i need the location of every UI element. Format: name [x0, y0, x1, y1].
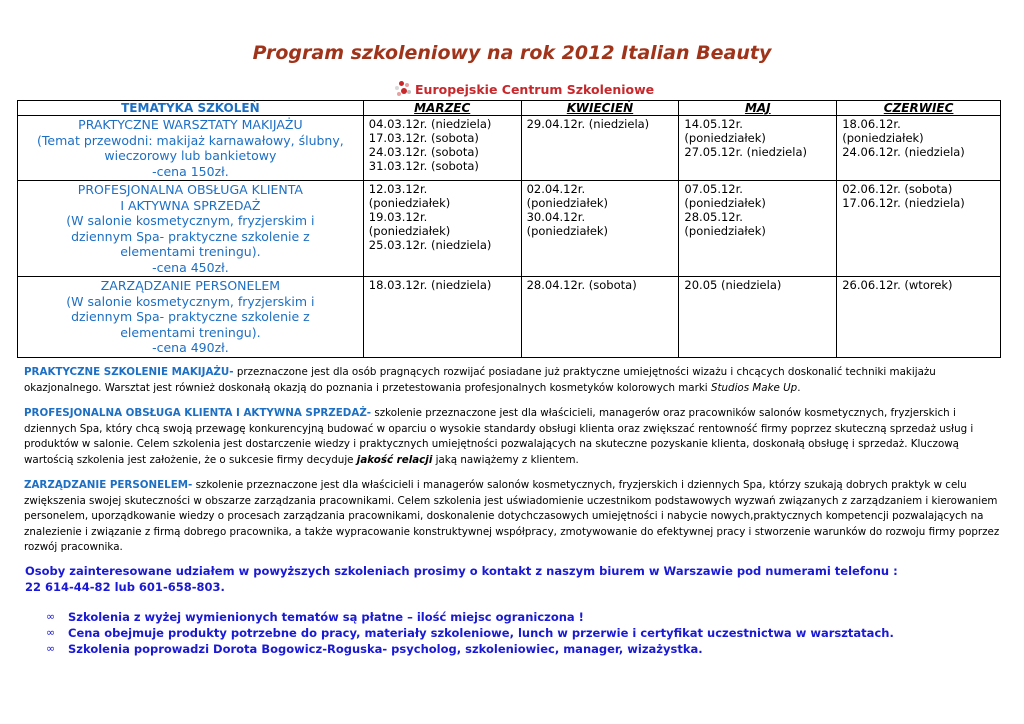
- date-entry: 25.03.12r. (niedziela): [368, 238, 492, 252]
- date-entry: (poniedziałek): [684, 131, 766, 145]
- description-text: szkolenie przeznaczone jest dla właścicieli i managerów salonów kosmetycznych, fryzjerskich i dziennych Spa, którzy szukają dobrych praktyk w celu zwiększenia swojej skuteczności w obszarze zarządzania pracownikami. Celem szkolenia jest uświadomienie uczestnikom podstawowych wyzwań związanych z zarządzaniem i kierowaniem personelem, uporządkowanie wiedzy o procesach zarządzania pracownikami, doskonalenie dotychczasowych umiejętności i nabycie nowych,praktycznych kompetencji pozwalających na znalezienie i związanie z firmą dobrego pracownika, a także wypracowanie konstruktywnej współpracy, zmotywowanie do efektywnej pracy i stworzenie warunków do rozwoju firmy poprzez rozwój pracownika.: [24, 479, 1000, 553]
- description-text: przeznaczone jest dla osób pragnących rozwijać posiadane już praktyczne umiejętności wizażu i chcących doskonalić techniki makijażu okazjonalnego. Warsztat jest również doskonałą okazją do poznania i przetestowania profesjonalnych kosmetyków kolorowych marki: [24, 366, 936, 394]
- description-lead: ZARZĄDZANIE PERSONELEM-: [24, 479, 193, 491]
- dates-cell-marzec: [363, 277, 521, 358]
- topic-line: -cena 490zł.: [152, 340, 229, 355]
- list-item-text: Szkolenia z wyżej wymienionych tematów są płatne – ilość miejsc ograniczona !: [68, 610, 584, 624]
- contact-info: [25, 563, 1005, 595]
- dates-cell-czerwiec: [837, 181, 1001, 277]
- list-item: [46, 641, 894, 657]
- date-entry: (poniedziałek): [842, 131, 924, 145]
- table-row: [18, 181, 1001, 277]
- topic-line: I AKTYWNA SPRZEDAŻ: [120, 197, 261, 213]
- list-item-text: Szkolenia poprowadzi Dorota Bogowicz-Roguska- psycholog, szkoleniowiec, manager, wizażystka.: [68, 642, 703, 656]
- date-entry: 18.06.12r.: [842, 117, 901, 131]
- topic-line: PRAKTYCZNE WARSZTATY MAKIJAŻU: [78, 117, 303, 132]
- topic-line: ZARZĄDZANIE PERSONELEM: [100, 278, 281, 293]
- topic-line: dziennym Spa- praktyczne szkolenie z: [71, 228, 310, 244]
- list-item-text: Cena obejmuje produkty potrzebne do pracy, materiały szkoleniowe, lunch w przerwie i certyfikat uczestnictwa w warsztatach.: [68, 626, 894, 640]
- description-obsluga-klienta: [24, 406, 1009, 468]
- descriptions-section: [24, 365, 1009, 566]
- date-entry: 18.03.12r. (niedziela): [368, 278, 492, 292]
- description-end: jaką nawiążemy z klientem.: [432, 453, 579, 466]
- description-lead: PROFESJONALNA OBSŁUGA KLIENTA I AKTYWNA SPRZEDAŻ-: [24, 407, 372, 419]
- emphasis-text: jakość relacji: [356, 453, 433, 466]
- brand-name: Studios Make Up: [710, 381, 798, 394]
- header-marzec: MARZEC: [363, 101, 521, 116]
- dates-cell-maj: [679, 277, 837, 358]
- topic-cell: [18, 277, 364, 358]
- bullet-icon: ∞: [46, 642, 56, 655]
- topic-line: elementami treningu).: [120, 244, 261, 259]
- dates-cell-kwiecien: [521, 277, 679, 358]
- table-header-row: [18, 101, 1001, 116]
- topic-line: (W salonie kosmetycznym, fryzjerskim i: [66, 213, 315, 228]
- topic-line: -cena 450zł.: [152, 259, 229, 275]
- topic-cell: [18, 181, 364, 277]
- header-kwiecien: KWIECIEŃ: [521, 101, 679, 116]
- contact-line: Osoby zainteresowane udziałem w powyższych szkoleniach prosimy o kontakt z naszym biurem w Warszawie pod numerami telefonu :: [25, 564, 898, 578]
- topic-line: (W salonie kosmetycznym, fryzjerskim i: [66, 293, 315, 309]
- date-entry: 12.03.12r.: [368, 182, 428, 196]
- date-entry: 14.05.12r.: [684, 117, 743, 131]
- date-entry: 24.03.12r. (sobota): [368, 145, 479, 159]
- list-item: [46, 625, 894, 641]
- dates-cell-czerwiec: [837, 277, 1001, 358]
- company-logo: [393, 80, 654, 98]
- header-topics: TEMATYKA SZKOLEŃ: [18, 101, 364, 116]
- table-row: [18, 277, 1001, 358]
- list-item: [46, 609, 894, 625]
- date-entry: 20.05 (niedziela): [684, 278, 782, 292]
- date-entry: 24.06.12r. (niedziela): [842, 145, 965, 159]
- date-entry: 28.04.12r. (sobota): [526, 278, 637, 292]
- contact-phones: 22 614-44-82 lub 601-658-803.: [25, 580, 225, 594]
- dates-cell-maj: [679, 116, 837, 181]
- dates-cell-kwiecien: [521, 181, 679, 277]
- topic-line: elementami treningu).: [120, 324, 261, 340]
- header-maj: MAJ: [679, 101, 837, 116]
- table-row: [18, 116, 1001, 181]
- date-entry: (poniedziałek): [684, 196, 766, 210]
- date-entry: 02.06.12r. (sobota): [842, 182, 953, 196]
- header-czerwiec: CZERWIEC: [837, 101, 1001, 116]
- date-entry: 30.04.12r.: [526, 210, 586, 224]
- dates-cell-kwiecien: [521, 116, 679, 181]
- topic-cell: [18, 116, 364, 181]
- dates-cell-maj: [679, 181, 837, 277]
- date-entry: 27.05.12r. (niedziela): [684, 145, 807, 159]
- dates-cell-marzec: [363, 181, 521, 277]
- dates-cell-marzec: [363, 116, 521, 181]
- topic-line: wieczorowy lub bankietowy: [104, 148, 277, 163]
- date-entry: 29.04.12r. (niedziela): [526, 117, 650, 131]
- date-entry: (poniedziałek): [368, 224, 451, 238]
- bullet-icon: ∞: [46, 626, 56, 639]
- date-entry: 31.03.12r. (sobota): [368, 159, 479, 173]
- date-entry: 02.04.12r.: [526, 182, 586, 196]
- description-text: szkolenie przeznaczone jest dla właścicieli, managerów oraz pracowników salonów kosmetycznych, fryzjerskich i dziennych Spa, który chcą swoją przewagę konkurencyjną budować w oparciu o wysokie standardy obsługi klienta oraz zwiększać rentowność firmy poprzez skuteczną sprzedaż usług i produktów w salonie. Celem szkolenia jest dostarczenie wiedzy i praktycznych umiejętności pozwalających na skuteczne pozyskanie klienta, doskonałą obsługę i sprzedaż. Kluczową wartością szkolenia jest założenie, że o sukcesie firmy decyduje: [24, 407, 974, 466]
- notes-list: [46, 609, 894, 657]
- date-entry: 04.03.12r. (niedziela): [368, 117, 492, 131]
- description-end: .: [797, 381, 801, 394]
- topic-line: -cena 150zł.: [152, 163, 229, 179]
- topic-line: PROFESJONALNA OBSŁUGA KLIENTA: [77, 182, 303, 197]
- logo-text: Europejskie Centrum Szkoleniowe: [415, 81, 655, 97]
- date-entry: (poniedziałek): [368, 196, 451, 210]
- description-zarzadzanie: [24, 478, 1009, 556]
- date-entry: (poniedziałek): [684, 224, 766, 238]
- description-lead: PRAKTYCZNE SZKOLENIE MAKIJAŻU-: [24, 366, 234, 378]
- date-entry: (poniedziałek): [526, 224, 609, 238]
- date-entry: 17.06.12r. (niedziela): [842, 196, 965, 210]
- bullet-icon: ∞: [46, 610, 56, 623]
- date-entry: (poniedziałek): [526, 196, 609, 210]
- dates-cell-czerwiec: [837, 116, 1001, 181]
- date-entry: 19.03.12r.: [368, 210, 428, 224]
- logo-dots-icon: [393, 80, 413, 98]
- training-schedule-table: [17, 100, 1001, 358]
- date-entry: 28.05.12r.: [684, 210, 743, 224]
- date-entry: 26.06.12r. (wtorek): [842, 278, 953, 292]
- document-title: Program szkoleniowy na rok 2012 Italian Beauty: [252, 42, 772, 64]
- topic-line: dziennym Spa- praktyczne szkolenie z: [71, 309, 310, 324]
- date-entry: 07.05.12r.: [684, 182, 743, 196]
- description-makijaz: [24, 365, 1009, 396]
- date-entry: 17.03.12r. (sobota): [368, 131, 479, 145]
- topic-line: (Temat przewodni: makijaż karnawałowy, ślubny,: [37, 132, 344, 148]
